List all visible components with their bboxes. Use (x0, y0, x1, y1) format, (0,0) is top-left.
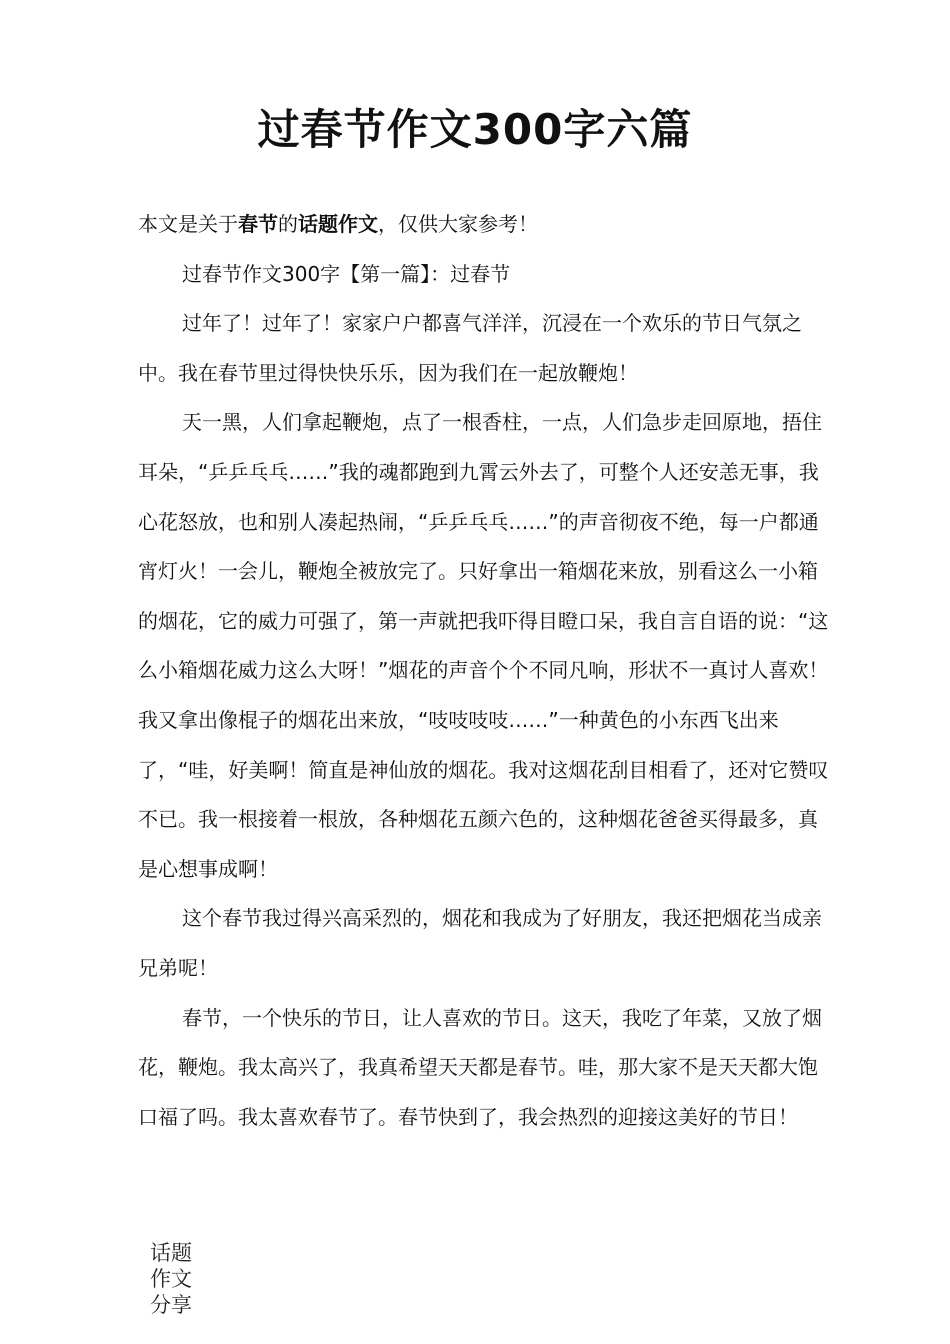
intro-line (138, 200, 832, 250)
intro-keyword-topic-essay: 话题作文 (298, 212, 378, 236)
intro-text: ，仅供大家参考！ (378, 212, 538, 236)
paragraph: 这个春节我过得兴高采烈的，烟花和我成为了好朋友，我还把烟花当成亲兄弟呢！ (138, 906, 822, 980)
paragraph: 天一黑，人们拿起鞭炮，点了一根香柱，一点，人们急步走回原地，捂住耳朵，“乒乒乓乓……”我的魂都跑到九霄云外去了，可整个人还安恙无事，我心花怒放，也和别人凑起热闹，“乒乒乓乓……”的声音彻夜不绝，每一户都通宵灯火！一会儿，鞭炮全被放完了。只好拿出一箱烟花来放，别看这么一小箱的烟花，它的威力可强了，第一声就把我吓得目瞪口呆，我自言自语的说：“这么小箱烟花威力这么大呀！”烟花的声音个个不同凡响，形状不一真讨人喜欢！我又拿出像棍子的烟花出来放，“吱吱吱吱……”一种黄色的小东西飞出来了，“哇，好美啊！简直是神仙放的烟花。我对这烟花刮目相看了，还对它赞叹不已。我一根接着一根放，各种烟花五颜六色的，这种烟花爸爸买得最多，真是心想事成啊！ (138, 410, 829, 881)
footer-tag: 话题作文分享 (150, 1241, 192, 1317)
intro-keyword-spring-festival: 春节 (238, 212, 278, 236)
intro-text: 本文是关于 (138, 212, 238, 236)
paragraph: 春节，一个快乐的节日，让人喜欢的节日。这天，我吃了年菜，又放了烟花，鞭炮。我太高兴了，我真希望天天都是春节。哇，那大家不是天天都大饱口福了吗。我太喜欢春节了。春节快到了，我会热烈的迎接这美好的节日！ (138, 1005, 822, 1129)
intro-text: 的 (278, 212, 298, 236)
document-title: 过春节作文300字六篇 (257, 105, 693, 154)
section-heading: 过春节作文300字【第一篇】：过春节 (182, 261, 511, 286)
paragraph: 过年了！过年了！家家户户都喜气洋洋，沉浸在一个欢乐的节日气氛之中。我在春节里过得快快乐乐，因为我们在一起放鞭炮！ (138, 311, 802, 385)
document-body (138, 200, 832, 1142)
